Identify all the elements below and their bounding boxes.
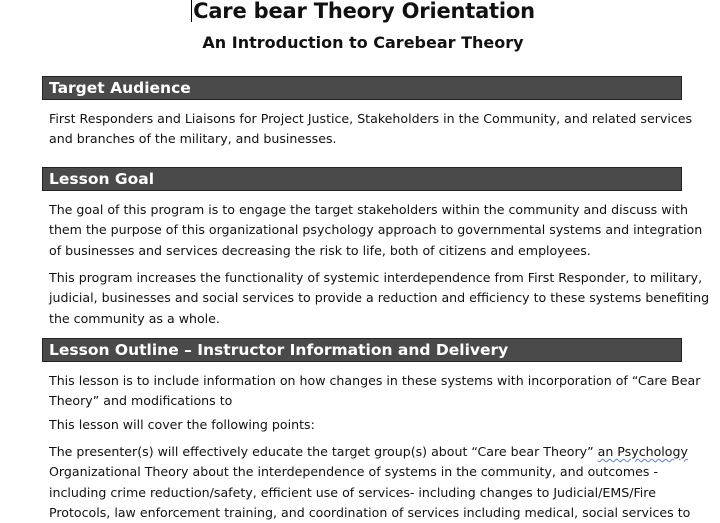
paragraph-line: Theory” and modifications to	[49, 393, 233, 409]
section-heading-target-audience: Target Audience	[42, 76, 682, 100]
paragraph-line: the community as a whole.	[49, 310, 220, 326]
paragraph-text: The presenter(s) will effectively educate the target group(s) about “Care bear Theory”	[49, 444, 598, 459]
lesson-goal-paragraph-1	[49, 200, 703, 261]
paragraph-line: This program increases the functionality of systemic interdependence from First Responder, to military,	[49, 270, 703, 285]
paragraph-line: judicial, businesses and social services to provide a reduction and efficiency to these systems benefiting	[49, 290, 710, 306]
paragraph-line: The goal of this program is to engage the target stakeholders within the community and discuss with	[49, 202, 688, 217]
document-title: Care bear Theory Orientation	[193, 0, 535, 23]
lesson-outline-paragraph-2	[49, 415, 679, 435]
paragraph-line: them the purpose of this organizational psychology approach to governmental systems and integration	[49, 222, 703, 238]
document-subtitle: An Introduction to Carebear Theory	[202, 33, 524, 52]
section-heading-lesson-goal: Lesson Goal	[42, 167, 682, 191]
paragraph-line: of businesses and services decreasing the risk to life, both of citizens and employees.	[49, 242, 591, 258]
paragraph-line: This lesson will cover the following points:	[49, 417, 315, 432]
paragraph-line: First Responders and Liaisons for Project Justice, Stakeholders in the Community, and related services	[49, 111, 693, 126]
paragraph-line: Protocols, law enforcement training, and coordination of services including medical, social services to	[49, 504, 691, 520]
lesson-goal-paragraph-2	[49, 268, 710, 329]
target-audience-paragraph	[49, 109, 693, 150]
paragraph-line: including crime reduction/safety, efficient use of services- including changes to Judicial/EMS/Fire	[49, 484, 656, 500]
paragraph-line: Organizational Theory about the interdependence of systems in the community, and outcomes -	[49, 464, 658, 480]
paragraph-line	[49, 442, 688, 462]
spellcheck-flagged-text[interactable]: an Psychology	[597, 444, 688, 459]
text-cursor	[191, 0, 192, 22]
paragraph-line: This lesson is to include information on how changes in these systems with incorporation of “Care Bear	[49, 373, 701, 388]
lesson-outline-paragraph-1	[49, 371, 701, 412]
lesson-outline-paragraph-3	[49, 442, 691, 523]
paragraph-line: and branches of the military, and businesses.	[49, 131, 337, 147]
section-heading-lesson-outline: Lesson Outline – Instructor Information and Delivery	[42, 338, 682, 362]
